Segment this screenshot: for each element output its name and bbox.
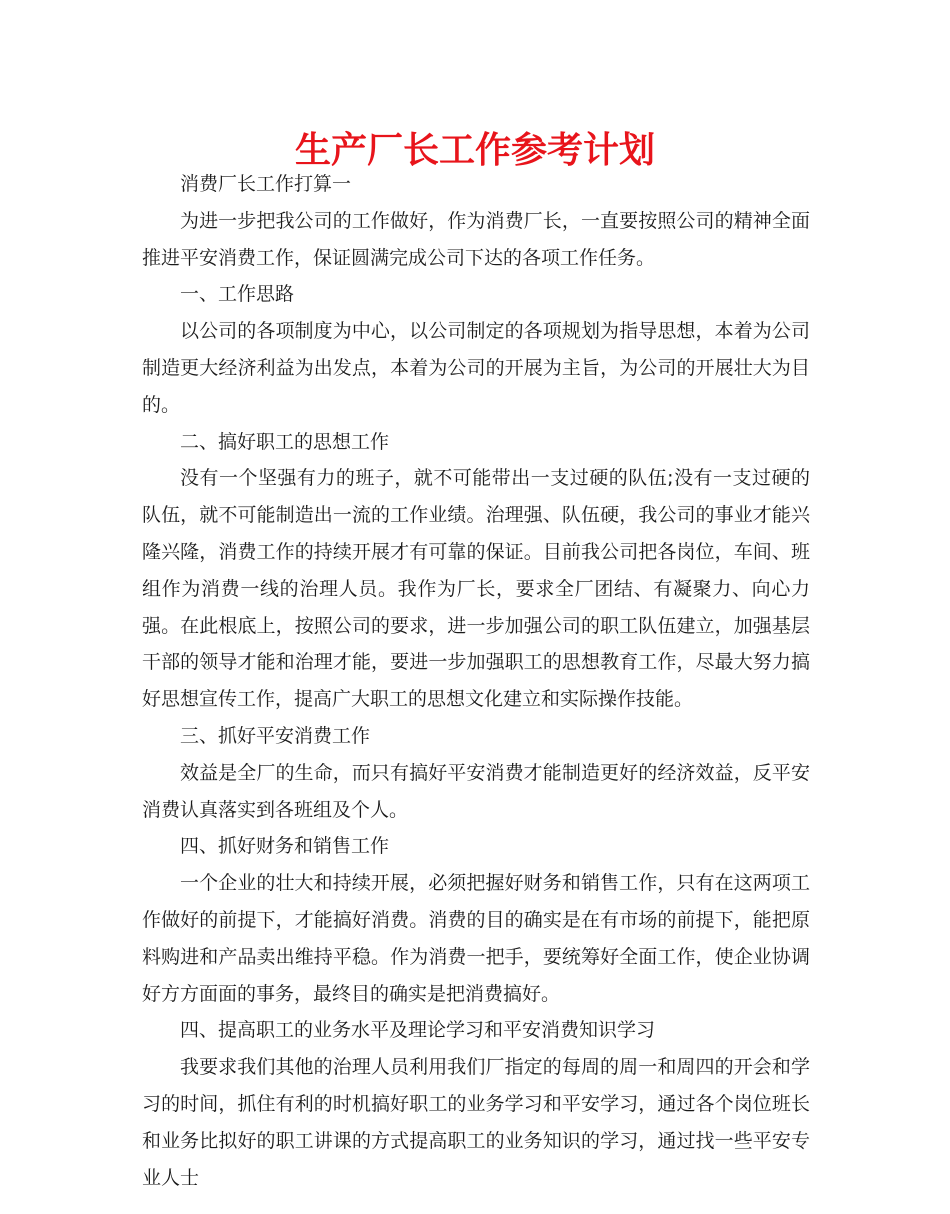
paragraph-staff-thinking: 没有一个坚强有力的班子，就不可能带出一支过硬的队伍;没有一支过硬的队伍，就不可能制造出一流的工作业绩。治理强、队伍硬，我公司的事业才能兴隆兴隆，消费工作的持续开展才有可靠的保证。目前我公司把各岗位，车间、班组作为消费一线的治理人员。我作为厂长，要求全厂团结、有凝聚力、向心力强。在此根底上，按照公司的要求，进一步加强公司的职工队伍建立，加强基层干部的领导才能和治理才能，要进一步加强职工的思想教育工作，尽最大努力搞好思想宣传工作，提高广大职工的思想文化建立和实际操作技能。 (142, 467, 810, 711)
paragraph-work-approach: 以公司的各项制度为中心，以公司制定的各项规划为指导思想，本着为公司制造更大经济利益为出发点，本着为公司的开展为主旨，为公司的开展壮大为目的。 (142, 320, 810, 416)
paragraph-safety: 效益是全厂的生命，而只有搞好平安消费才能制造更好的经济效益，反平安消费认真落实到各班组及个人。 (142, 761, 810, 821)
paragraph-intro: 为进一步把我公司的工作做好，作为消费厂长，一直要按照公司的精神全面推进平安消费工作，保证圆满完成公司下达的各项工作任务。 (142, 209, 810, 269)
paragraph-training: 我要求我们其他的治理人员利用我们厂指定的每周的周一和周四的开会和学习的时间，抓住有利的时机搞好职工的业务学习和平安学习，通过各个岗位班长和业务比拟好的职工讲课的方式提高职工的业务知识的学习，通过找一些平安专业人士 (142, 1056, 810, 1189)
paragraph-finance-sales: 一个企业的壮大和持续开展，必须把握好财务和销售工作，只有在这两项工作做好的前提下，才能搞好消费。消费的目的确实是在有市场的前提下，能把原料购进和产品卖出维持平稳。作为消费一把手，要统筹好全面工作，使企业协调好方方面面的事务，最终目的确实是把消费搞好。 (142, 872, 810, 1005)
section-heading-training: 四、提高职工的业务水平及理论学习和平安消费知识学习 (180, 1019, 656, 1042)
section-heading-finance-sales: 四、抓好财务和销售工作 (180, 835, 390, 858)
section-heading-safety: 三、抓好平安消费工作 (180, 724, 371, 747)
section-heading-staff-thinking: 二、搞好职工的思想工作 (180, 430, 390, 453)
document-body (142, 166, 810, 1196)
paragraph-plan-heading: 消费厂长工作打算一 (180, 173, 352, 195)
section-heading-work-approach: 一、工作思路 (180, 283, 295, 306)
document-title: 生产厂长工作参考计划 (294, 129, 655, 171)
